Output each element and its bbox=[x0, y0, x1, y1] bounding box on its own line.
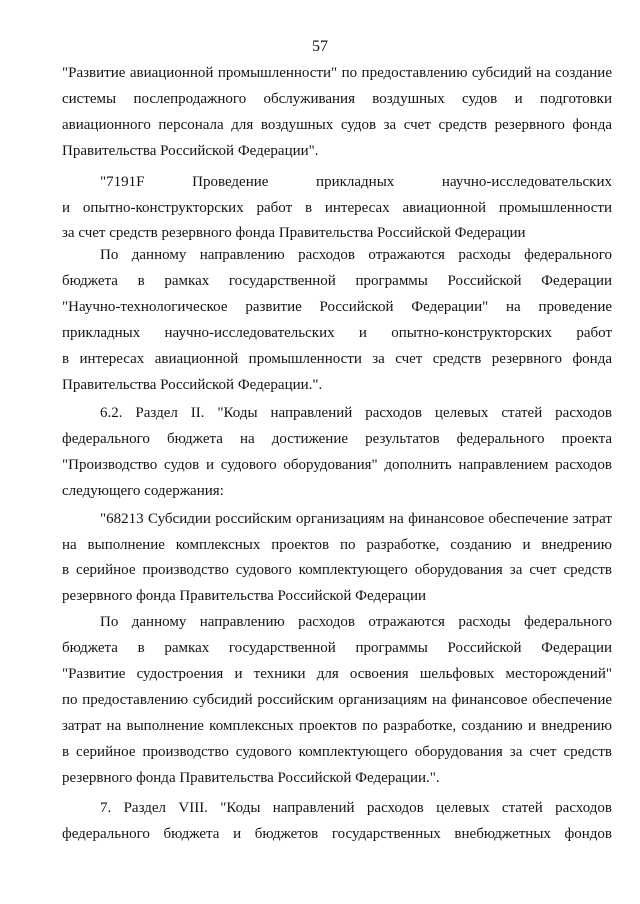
text-line: следующего содержания: bbox=[62, 483, 224, 499]
text-line: бюджета в рамках государственной программы Российской Федерации bbox=[62, 273, 612, 289]
text-line: и опытно-конструкторских работ в интересах авиационной промышленности bbox=[62, 200, 612, 216]
text-line: По данному направлению расходов отражаются расходы федерального bbox=[100, 614, 612, 630]
text-line: "7191F Проведение прикладных научно-исследовательских bbox=[100, 174, 612, 190]
text-line: резервного фонда Правительства Российской Федерации.". bbox=[62, 770, 440, 786]
page-number: 57 bbox=[312, 38, 328, 55]
text-line: прикладных научно-исследовательских и опытно-конструкторских работ bbox=[62, 325, 612, 341]
text-line: в интересах авиационной промышленности за счет средств резервного фонда bbox=[62, 351, 612, 367]
text-line: бюджета в рамках государственной программы Российской Федерации bbox=[62, 640, 612, 656]
text-line: в серийное производство судового комплектующего оборудования за счет средств bbox=[62, 744, 612, 760]
text-line: По данному направлению расходов отражаются расходы федерального bbox=[100, 247, 612, 263]
text-line: системы послепродажного обслуживания воздушных судов и подготовки bbox=[62, 91, 612, 107]
text-line: федерального бюджета на достижение результатов федерального проекта bbox=[62, 431, 612, 447]
text-line: по предоставлению субсидий российским организациям на финансовое обеспечение bbox=[62, 692, 612, 708]
text-line: авиационного персонала для воздушных судов за счет средств резервного фонда bbox=[62, 117, 612, 133]
text-line: "Научно-технологическое развитие Российской Федерации" на проведение bbox=[62, 299, 612, 315]
text-line: 7. Раздел VIII. "Коды направлений расходов целевых статей расходов bbox=[100, 800, 612, 816]
text-line: "Производство судов и судового оборудования" дополнить направлением расходов bbox=[62, 457, 612, 473]
text-line: "Развитие судостроения и техники для освоения шельфовых месторождений" bbox=[62, 666, 612, 682]
text-line: 6.2. Раздел II. "Коды направлений расходов целевых статей расходов bbox=[100, 405, 612, 421]
text-line: за счет средств резервного фонда Правительства Российской Федерации bbox=[62, 225, 526, 241]
text-line: на выполнение комплексных проектов по разработке, созданию и внедрению bbox=[62, 537, 612, 553]
text-line: "Развитие авиационной промышленности" по предоставлению субсидий на создание bbox=[62, 65, 612, 81]
text-line: Правительства Российской Федерации". bbox=[62, 143, 319, 159]
text-line: затрат на выполнение комплексных проектов по разработке, созданию и внедрению bbox=[62, 718, 612, 734]
text-line: резервного фонда Правительства Российской Федерации bbox=[62, 588, 427, 604]
text-line: федерального бюджета и бюджетов государственных внебюджетных фондов bbox=[62, 826, 612, 842]
text-line: в серийное производство судового комплектующего оборудования за счет средств bbox=[62, 562, 612, 578]
text-line: Правительства Российской Федерации.". bbox=[62, 377, 323, 393]
text-line: "68213 Субсидии российским организациям на финансовое обеспечение затрат bbox=[100, 511, 612, 527]
